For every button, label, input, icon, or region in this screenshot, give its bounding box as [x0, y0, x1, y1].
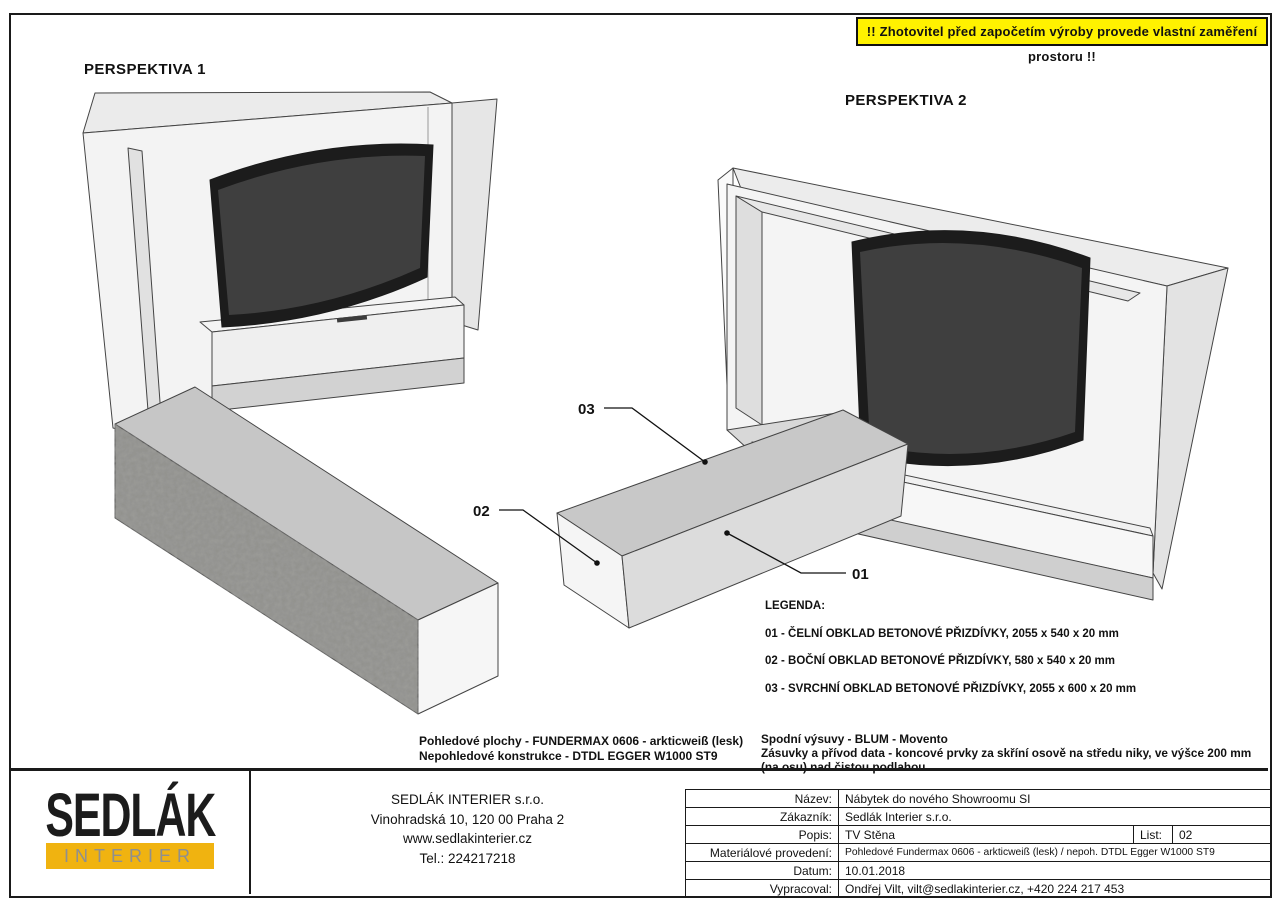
row-value: Sedlák Interier s.r.o. — [839, 808, 1272, 826]
callout-03-dot — [702, 459, 708, 465]
company-address: Vinohradská 10, 120 00 Praha 2 — [370, 811, 565, 827]
row-label: Popis: — [686, 826, 839, 844]
footer-separator-line — [9, 768, 1268, 771]
warning-text: !! Zhotovitel před započetím výroby provede vlastní zaměření prostoru !! — [866, 24, 1258, 64]
title-block-table — [685, 789, 1272, 898]
row-label: Zákazník: — [686, 808, 839, 826]
legend-item-02: 02 - BOČNÍ OBKLAD BETONOVÉ PŘIZDÍVKY, 580 x 540 x 20 mm — [765, 655, 1116, 667]
note-sockets-line1: Zásuvky a přívod data - koncové prvky za skříní osově na středu niky, ve výšce 200 mm — [761, 746, 1252, 761]
company-website: www.sedlakinterier.cz — [402, 831, 533, 846]
perspective-1-title: PERSPEKTIVA 1 — [84, 61, 206, 78]
callout-01-dot — [724, 530, 730, 536]
note-visible-surfaces: Pohledové plochy - FUNDERMAX 0606 - arkticweiß (lesk) — [419, 734, 744, 748]
sheet-number-value: 02 — [1173, 826, 1272, 844]
table-row — [686, 808, 1272, 826]
callout-01-label: 01 — [852, 566, 869, 583]
callout-03-label: 03 — [578, 401, 595, 418]
legend — [765, 600, 1136, 695]
company-info — [250, 790, 685, 868]
legend-title: LEGENDA: — [765, 600, 826, 612]
company-logo — [40, 781, 220, 891]
row-value: TV Stěna — [839, 826, 1134, 844]
table-row — [686, 880, 1272, 898]
row-label: Vypracoval: — [686, 880, 839, 898]
perspective-2-drawing — [460, 125, 1250, 645]
row-label: Materiálové provedení: — [686, 844, 839, 862]
note-hidden-construction: Nepohledové konstrukce - DTDL EGGER W1000 ST9 — [419, 749, 718, 763]
p2-tv-screen — [860, 243, 1082, 454]
perspective-1-drawing — [55, 85, 525, 745]
legend-item-03: 03 - SVRCHNÍ OBKLAD BETONOVÉ PŘIZDÍVKY, 2055 x 600 x 20 mm — [765, 682, 1137, 695]
row-value: 10.01.2018 — [839, 862, 1272, 880]
row-value: Pohledové Fundermax 0606 - arkticweiß (lesk) / nepoh. DTDL Egger W1000 ST9 — [839, 844, 1272, 862]
company-name: SEDLÁK INTERIER s.r.o. — [390, 792, 545, 807]
row-label: Datum: — [686, 862, 839, 880]
note-drawers: Spodní výsuvy - BLUM - Movento — [761, 732, 948, 746]
callout-02-dot — [594, 560, 600, 566]
logo-wordmark: SEDLÁK — [44, 781, 216, 850]
row-label: Název: — [686, 790, 839, 808]
callout-03-leader — [604, 408, 705, 462]
legend-item-01: 01 - ČELNÍ OBKLAD BETONOVÉ PŘIZDÍVKY, 2055 x 540 x 20 mm — [765, 627, 1119, 640]
warning-banner — [856, 17, 1268, 64]
perspective-2-title: PERSPEKTIVA 2 — [845, 92, 967, 109]
table-row — [686, 826, 1272, 844]
company-phone: Tel.: 224217218 — [419, 850, 516, 866]
p2-niche-left-band — [736, 196, 762, 425]
row-value: Nábytek do nového Showroomu SI — [839, 790, 1272, 808]
logo-subtitle-bar: INTERIER — [46, 843, 214, 869]
table-row — [686, 790, 1272, 808]
material-notes-left — [419, 734, 743, 764]
table-row — [686, 844, 1272, 862]
callout-02-label: 02 — [473, 503, 490, 520]
row-value: Ondřej Vilt, vilt@sedlakinterier.cz, +420 224 217 453 — [839, 880, 1272, 898]
sheet-number-label: List: — [1134, 826, 1173, 844]
table-row — [686, 862, 1272, 880]
